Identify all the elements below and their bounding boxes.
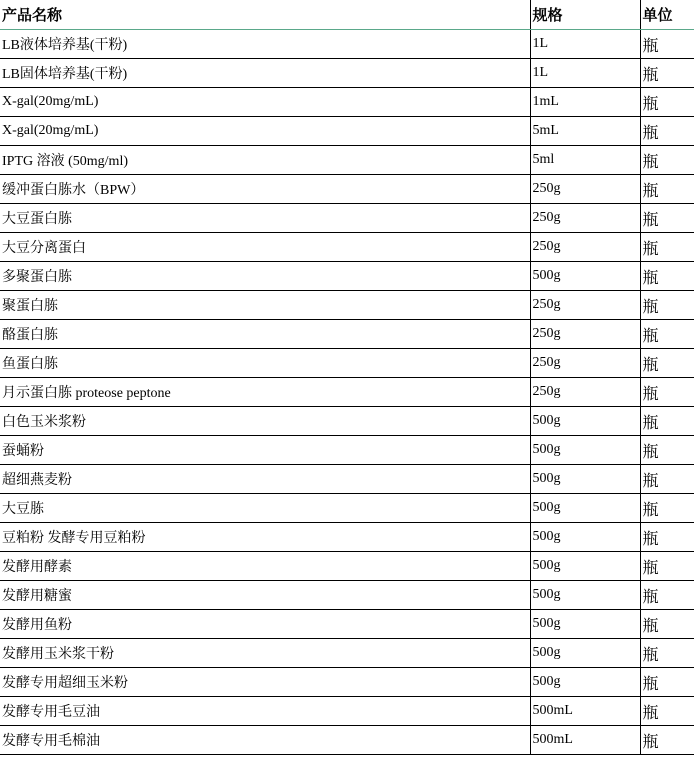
cell-unit: 瓶 (640, 117, 694, 146)
table-row (0, 30, 694, 59)
cell-spec: 500g (530, 523, 640, 552)
cell-spec: 500g (530, 552, 640, 581)
cell-unit: 瓶 (640, 668, 694, 697)
cell-unit: 瓶 (640, 204, 694, 233)
cell-unit: 瓶 (640, 407, 694, 436)
cell-product-name: 发酵用鱼粉 (0, 610, 530, 639)
table-row (0, 59, 694, 88)
table-row (0, 117, 694, 146)
table-row (0, 204, 694, 233)
cell-unit: 瓶 (640, 59, 694, 88)
table-row (0, 262, 694, 291)
cell-unit: 瓶 (640, 146, 694, 175)
cell-unit: 瓶 (640, 291, 694, 320)
cell-spec: 500g (530, 639, 640, 668)
cell-product-name: 蚕蛹粉 (0, 436, 530, 465)
cell-product-name: 聚蛋白胨 (0, 291, 530, 320)
cell-unit: 瓶 (640, 697, 694, 726)
cell-product-name: 豆粕粉 发酵专用豆粕粉 (0, 523, 530, 552)
cell-spec: 500g (530, 494, 640, 523)
table-row (0, 175, 694, 204)
cell-spec: 250g (530, 378, 640, 407)
cell-product-name: 发酵用酵素 (0, 552, 530, 581)
cell-product-name: 大豆胨 (0, 494, 530, 523)
cell-unit: 瓶 (640, 465, 694, 494)
table-row (0, 349, 694, 378)
cell-spec: 250g (530, 175, 640, 204)
cell-spec: 500g (530, 465, 640, 494)
cell-product-name: X-gal(20mg/mL) (0, 88, 530, 117)
cell-unit: 瓶 (640, 88, 694, 117)
cell-product-name: 发酵专用超细玉米粉 (0, 668, 530, 697)
table-body (0, 30, 694, 755)
cell-unit: 瓶 (640, 233, 694, 262)
cell-unit: 瓶 (640, 349, 694, 378)
cell-unit: 瓶 (640, 30, 694, 59)
table-row (0, 552, 694, 581)
cell-unit: 瓶 (640, 610, 694, 639)
cell-spec: 250g (530, 291, 640, 320)
table-row (0, 581, 694, 610)
cell-unit: 瓶 (640, 378, 694, 407)
table-row (0, 233, 694, 262)
cell-product-name: 超细燕麦粉 (0, 465, 530, 494)
table-row (0, 291, 694, 320)
header-unit: 单位 (640, 0, 694, 30)
cell-unit: 瓶 (640, 523, 694, 552)
table-row (0, 378, 694, 407)
table-row (0, 523, 694, 552)
table-row (0, 668, 694, 697)
cell-product-name: 大豆蛋白胨 (0, 204, 530, 233)
cell-spec: 250g (530, 233, 640, 262)
cell-unit: 瓶 (640, 175, 694, 204)
cell-product-name: 多聚蛋白胨 (0, 262, 530, 291)
cell-unit: 瓶 (640, 639, 694, 668)
cell-product-name: 月示蛋白胨 proteose peptone (0, 378, 530, 407)
cell-product-name: 鱼蛋白胨 (0, 349, 530, 378)
cell-spec: 250g (530, 204, 640, 233)
cell-spec: 500g (530, 581, 640, 610)
cell-product-name: 发酵专用毛棉油 (0, 726, 530, 755)
cell-spec: 1L (530, 59, 640, 88)
cell-spec: 250g (530, 320, 640, 349)
cell-product-name: 发酵专用毛豆油 (0, 697, 530, 726)
cell-product-name: LB固体培养基(干粉) (0, 59, 530, 88)
cell-spec: 250g (530, 349, 640, 378)
table-row (0, 610, 694, 639)
cell-product-name: 大豆分离蛋白 (0, 233, 530, 262)
cell-unit: 瓶 (640, 320, 694, 349)
cell-spec: 500mL (530, 726, 640, 755)
cell-product-name: 缓冲蛋白胨水（BPW） (0, 175, 530, 204)
cell-unit: 瓶 (640, 552, 694, 581)
cell-spec: 5mL (530, 117, 640, 146)
cell-unit: 瓶 (640, 581, 694, 610)
table-row (0, 407, 694, 436)
cell-spec: 500mL (530, 697, 640, 726)
table-row (0, 465, 694, 494)
table-row (0, 88, 694, 117)
cell-spec: 500g (530, 436, 640, 465)
cell-product-name: LB液体培养基(干粉) (0, 30, 530, 59)
cell-product-name: 白色玉米浆粉 (0, 407, 530, 436)
table-header-row (0, 0, 694, 30)
cell-product-name: X-gal(20mg/mL) (0, 117, 530, 146)
table-row (0, 639, 694, 668)
cell-spec: 1L (530, 30, 640, 59)
table-row (0, 146, 694, 175)
table-row (0, 726, 694, 755)
header-product-name: 产品名称 (0, 0, 530, 30)
cell-spec: 500g (530, 407, 640, 436)
cell-product-name: 酪蛋白胨 (0, 320, 530, 349)
table-row (0, 494, 694, 523)
cell-product-name: 发酵用玉米浆干粉 (0, 639, 530, 668)
cell-unit: 瓶 (640, 262, 694, 291)
table-row (0, 436, 694, 465)
table-row (0, 697, 694, 726)
cell-unit: 瓶 (640, 494, 694, 523)
cell-spec: 500g (530, 610, 640, 639)
header-spec: 规格 (530, 0, 640, 30)
cell-spec: 1mL (530, 88, 640, 117)
cell-spec: 500g (530, 668, 640, 697)
cell-spec: 500g (530, 262, 640, 291)
cell-spec: 5ml (530, 146, 640, 175)
table-row (0, 320, 694, 349)
cell-unit: 瓶 (640, 726, 694, 755)
cell-unit: 瓶 (640, 436, 694, 465)
cell-product-name: IPTG 溶液 (50mg/ml) (0, 146, 530, 175)
cell-product-name: 发酵用糖蜜 (0, 581, 530, 610)
